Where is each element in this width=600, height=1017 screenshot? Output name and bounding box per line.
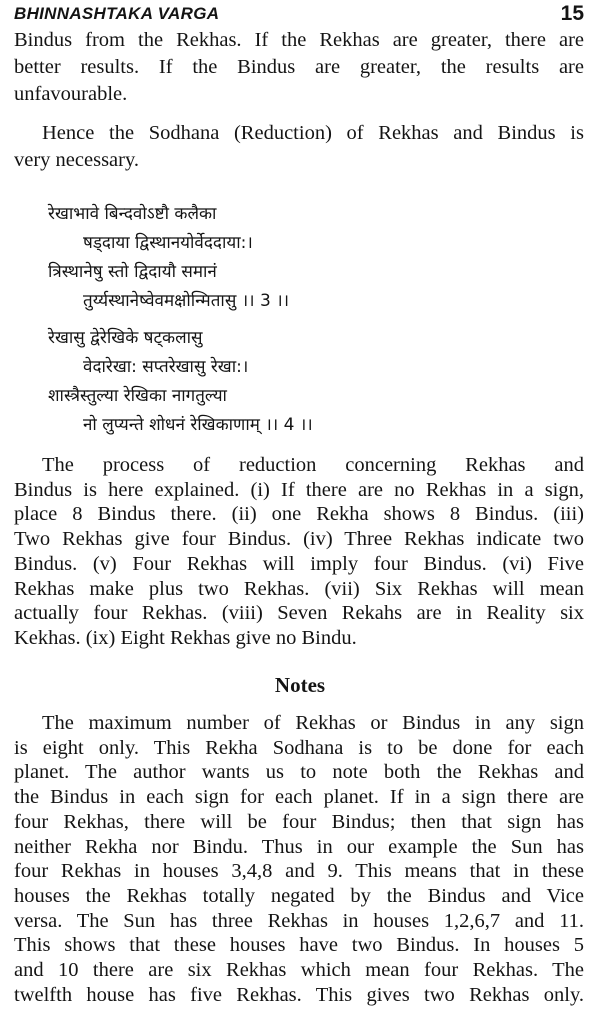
text-line: very necessary. — [14, 149, 140, 171]
text-line: Two Rekhas give four Bindus. (iv) Three Rekhas indicate two — [14, 528, 584, 551]
verse-line: शास्त्रैस्तुल्या रेखिका नागतुल्या — [48, 386, 227, 406]
text-line: neither Rekha nor Bindu. Thus in our example the Sun has — [14, 835, 584, 858]
running-title: BHINNASHTAKA VARGA — [14, 4, 220, 23]
text-line: Bindus from the Rekhas. If the Rekhas are greater, there are — [14, 29, 584, 51]
text-line: twelfth house has five Rekhas. This gives two Rekhas only. — [14, 983, 584, 1006]
text-line: The maximum number of Rekhas or Bindus in any sign — [42, 712, 584, 734]
verse-line: षड्दाया द्विस्थानयोर्वेददाया:। — [83, 233, 253, 253]
paragraph-sodhana — [14, 120, 584, 174]
text-line: Bindus. (v) Four Rekhas will imply four Bindus. (vi) Five — [14, 552, 584, 575]
text-line: place 8 Bindus there. (ii) one Rekha shows 8 Bindus. (iii) — [14, 503, 584, 526]
notes-heading: Notes — [274, 673, 326, 697]
text-line: and 10 there are six Rekhas which mean four Rekhas. The — [14, 959, 584, 982]
text-line: versa. The Sun has three Rekhas in houses 1,2,6,7 and 11. — [14, 909, 584, 932]
verse-line: त्रिस्थानेषु स्तो द्विदायौ समानं — [48, 262, 217, 282]
text-line: Bindus is here explained. (i) If there are no Rekhas in a sign, — [14, 478, 584, 501]
text-line: unfavourable. — [14, 83, 128, 105]
verse-line: नो लुप्यन्ते शोधनं रेखिकाणाम् ।। 4 ।। — [83, 415, 313, 435]
text-line: This shows that these houses have two Bindus. In houses 5 — [14, 934, 584, 957]
text-line: the Bindus in each sign for each planet. If in a sign there are — [14, 786, 584, 809]
text-line: actually four Rekhas. (viii) Seven Rekahs are in Reality six — [14, 602, 584, 625]
verse-line: वेदारेखा: सप्तरेखासु रेखा:। — [83, 357, 249, 377]
text-line: four Rekhas in houses 3,4,8 and 9. This means that in these — [14, 860, 584, 883]
paragraph-reduction-process — [14, 453, 584, 651]
text-line: four Rekhas, there will be four Bindus; then that sign has — [14, 810, 584, 833]
verse-line: रेखासु द्वेरेखिके षट्कलासु — [48, 328, 203, 348]
text-line: Kekhas. (ix) Eight Rekhas give no Bindu. — [14, 626, 357, 649]
notes-paragraph — [14, 711, 584, 1007]
sanskrit-verses — [48, 200, 313, 440]
verse-line: तुर्य्यस्थानेष्वेवमक्षोन्मितासु ।। 3 ।। — [83, 291, 290, 311]
text-line: houses the Rekhas totally negated by the Bindus and Vice — [14, 884, 584, 907]
text-line: The process of reduction concerning Rekhas and — [42, 454, 584, 476]
text-line: better results. If the Bindus are greater, the results are — [14, 56, 584, 78]
text-line: Hence the Sodhana (Reduction) of Rekhas and Bindus is — [42, 122, 584, 144]
text-line: planet. The author wants us to note both the Rekhas and — [14, 761, 584, 784]
page-number: 15 — [560, 2, 584, 25]
verse-line: रेखाभावे बिन्दवोऽष्टौ कलैका — [48, 204, 217, 224]
paragraph-continuation — [14, 27, 584, 108]
text-line: Rekhas make plus two Rekhas. (vii) Six Rekhas will mean — [14, 577, 584, 600]
text-line: is eight only. This Rekha Sodhana is to be done for each — [14, 736, 584, 759]
